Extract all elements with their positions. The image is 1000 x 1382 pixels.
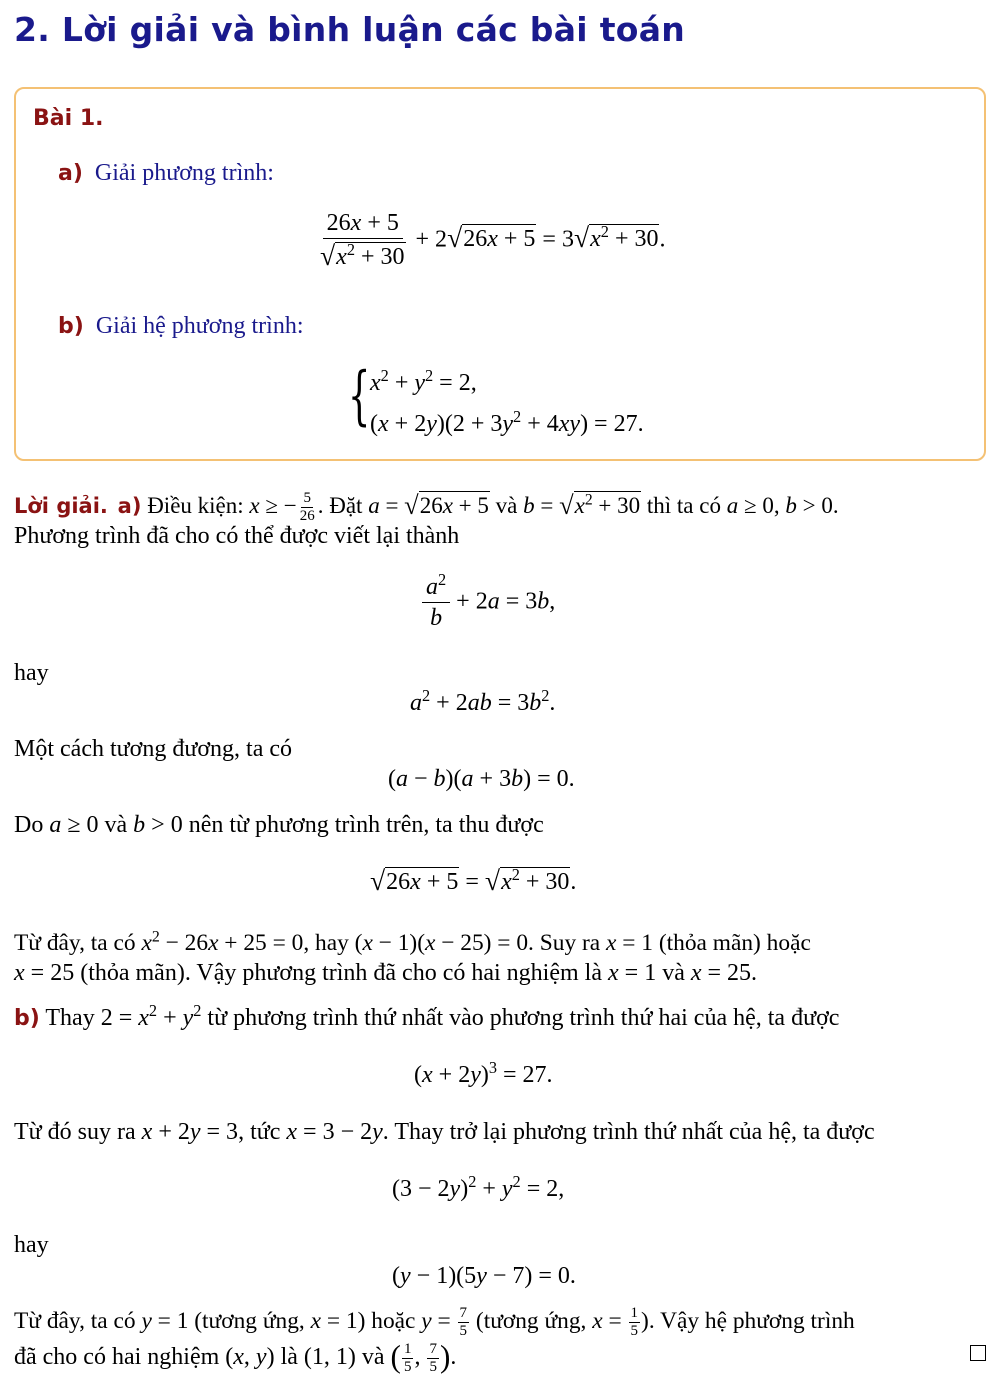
substitution-text: Đặt [329,493,363,518]
result-line-1: Từ đây, ta có $x^2 - 26x + 25 = 0$, hay (x − 1)(x − 25) = 0. Suy ra x = 1 (thỏa mãn) hoặc [14,928,811,956]
part-a-line [58,158,274,189]
deduce-line: Từ đó suy ra x + 2y = 3, tức x = 3 − 2y. Thay trở lại phương trình thứ nhất của hệ, ta được [14,1119,875,1145]
solution-label: Lời giải. [14,494,108,518]
system-eq-1: $x^2 + y^2 = 2$, [370,366,477,396]
equation-cube: $(x + 2y)^3 = 27$. [414,1058,553,1088]
solution-b-label: b) [14,1006,40,1031]
part-b-line [58,311,303,342]
rewrite-text: Phương trình đã cho có thể được viết lại thành [14,523,460,549]
part-a-text: Giải phương trình: [94,160,274,186]
solution-a-label: a) [117,494,142,518]
solution-b-line: b) Thay $2 = x^2 + y^2$ từ phương trình thứ nhất vào phương trình thứ hai của hệ, ta được [14,1001,840,1031]
part-b-label: b) [58,314,84,339]
equivalent-text: Một cách tương đương, ta có [14,736,293,762]
hay-text-1: hay [14,660,49,686]
part-a-label: a) [58,161,83,186]
equation-factored: (a − b)(a + 3b) = 0. [388,766,575,792]
equation-y-factored: (y − 1)(5y − 7) = 0. [392,1263,576,1289]
problem-box [14,87,986,461]
result-line-2: x = 25 (thỏa mãn). Vậy phương trình đã cho có hai nghiệm là x = 1 và x = 25. [14,960,758,986]
hay-text-2: hay [14,1232,49,1258]
qed-box-icon [970,1345,986,1361]
equation-substituted: $(3 - 2y)^2 + y^2 = 2$, [392,1172,565,1202]
problem-title: Bài 1. [33,106,104,131]
final-line-1: Từ đây, ta có y = 1 (tương ứng, x = 1) hoặc y = $\frac{7}{5}$ (tương ứng, x = $\frac{1}{5}$ ). Vậy hệ phương trình [14,1305,855,1340]
equation-quadratic: $a^2 + 2ab = 3b^2$. [410,686,556,716]
equation-ab-fraction: $\frac{a^2}{b}$ + 2a = 3b, [422,574,555,632]
since-line: Do a ≥ 0 và b > 0 nên từ phương trình trên, ta thu được [14,812,544,838]
section-heading: 2. Lời giải và bình luận các bài toán [14,10,686,49]
final-line-2: đã cho có hai nghiệm (x, y) là (1, 1) và ( $\frac{1}{5}$ , $\frac{7}{5}$ ). [14,1339,457,1375]
equation-radicals: $√26x + 5 = √x^2 + 30$. [370,865,577,896]
solution-line-1: Lời giải. a) Điều kiện: x ≥ − $\frac{5}{26}$ . Đặt a = √26x + 5 và $b = √x^2 + 30$ thì ta có a ≥ 0, b > 0. [14,490,839,525]
system-eq-2: $(x + 2y)(2 + 3y^2 + 4xy) = 27$. [370,407,644,437]
system-brace: { [348,359,371,433]
equation-a: $\frac{26x + 5}{√x^2 + 30}$ + $2√26x + 5 = 3√x^2 + 30$. [320,210,666,272]
condition-text: Điều kiện: [147,493,244,518]
part-b-text: Giải hệ phương trình: [95,313,304,339]
